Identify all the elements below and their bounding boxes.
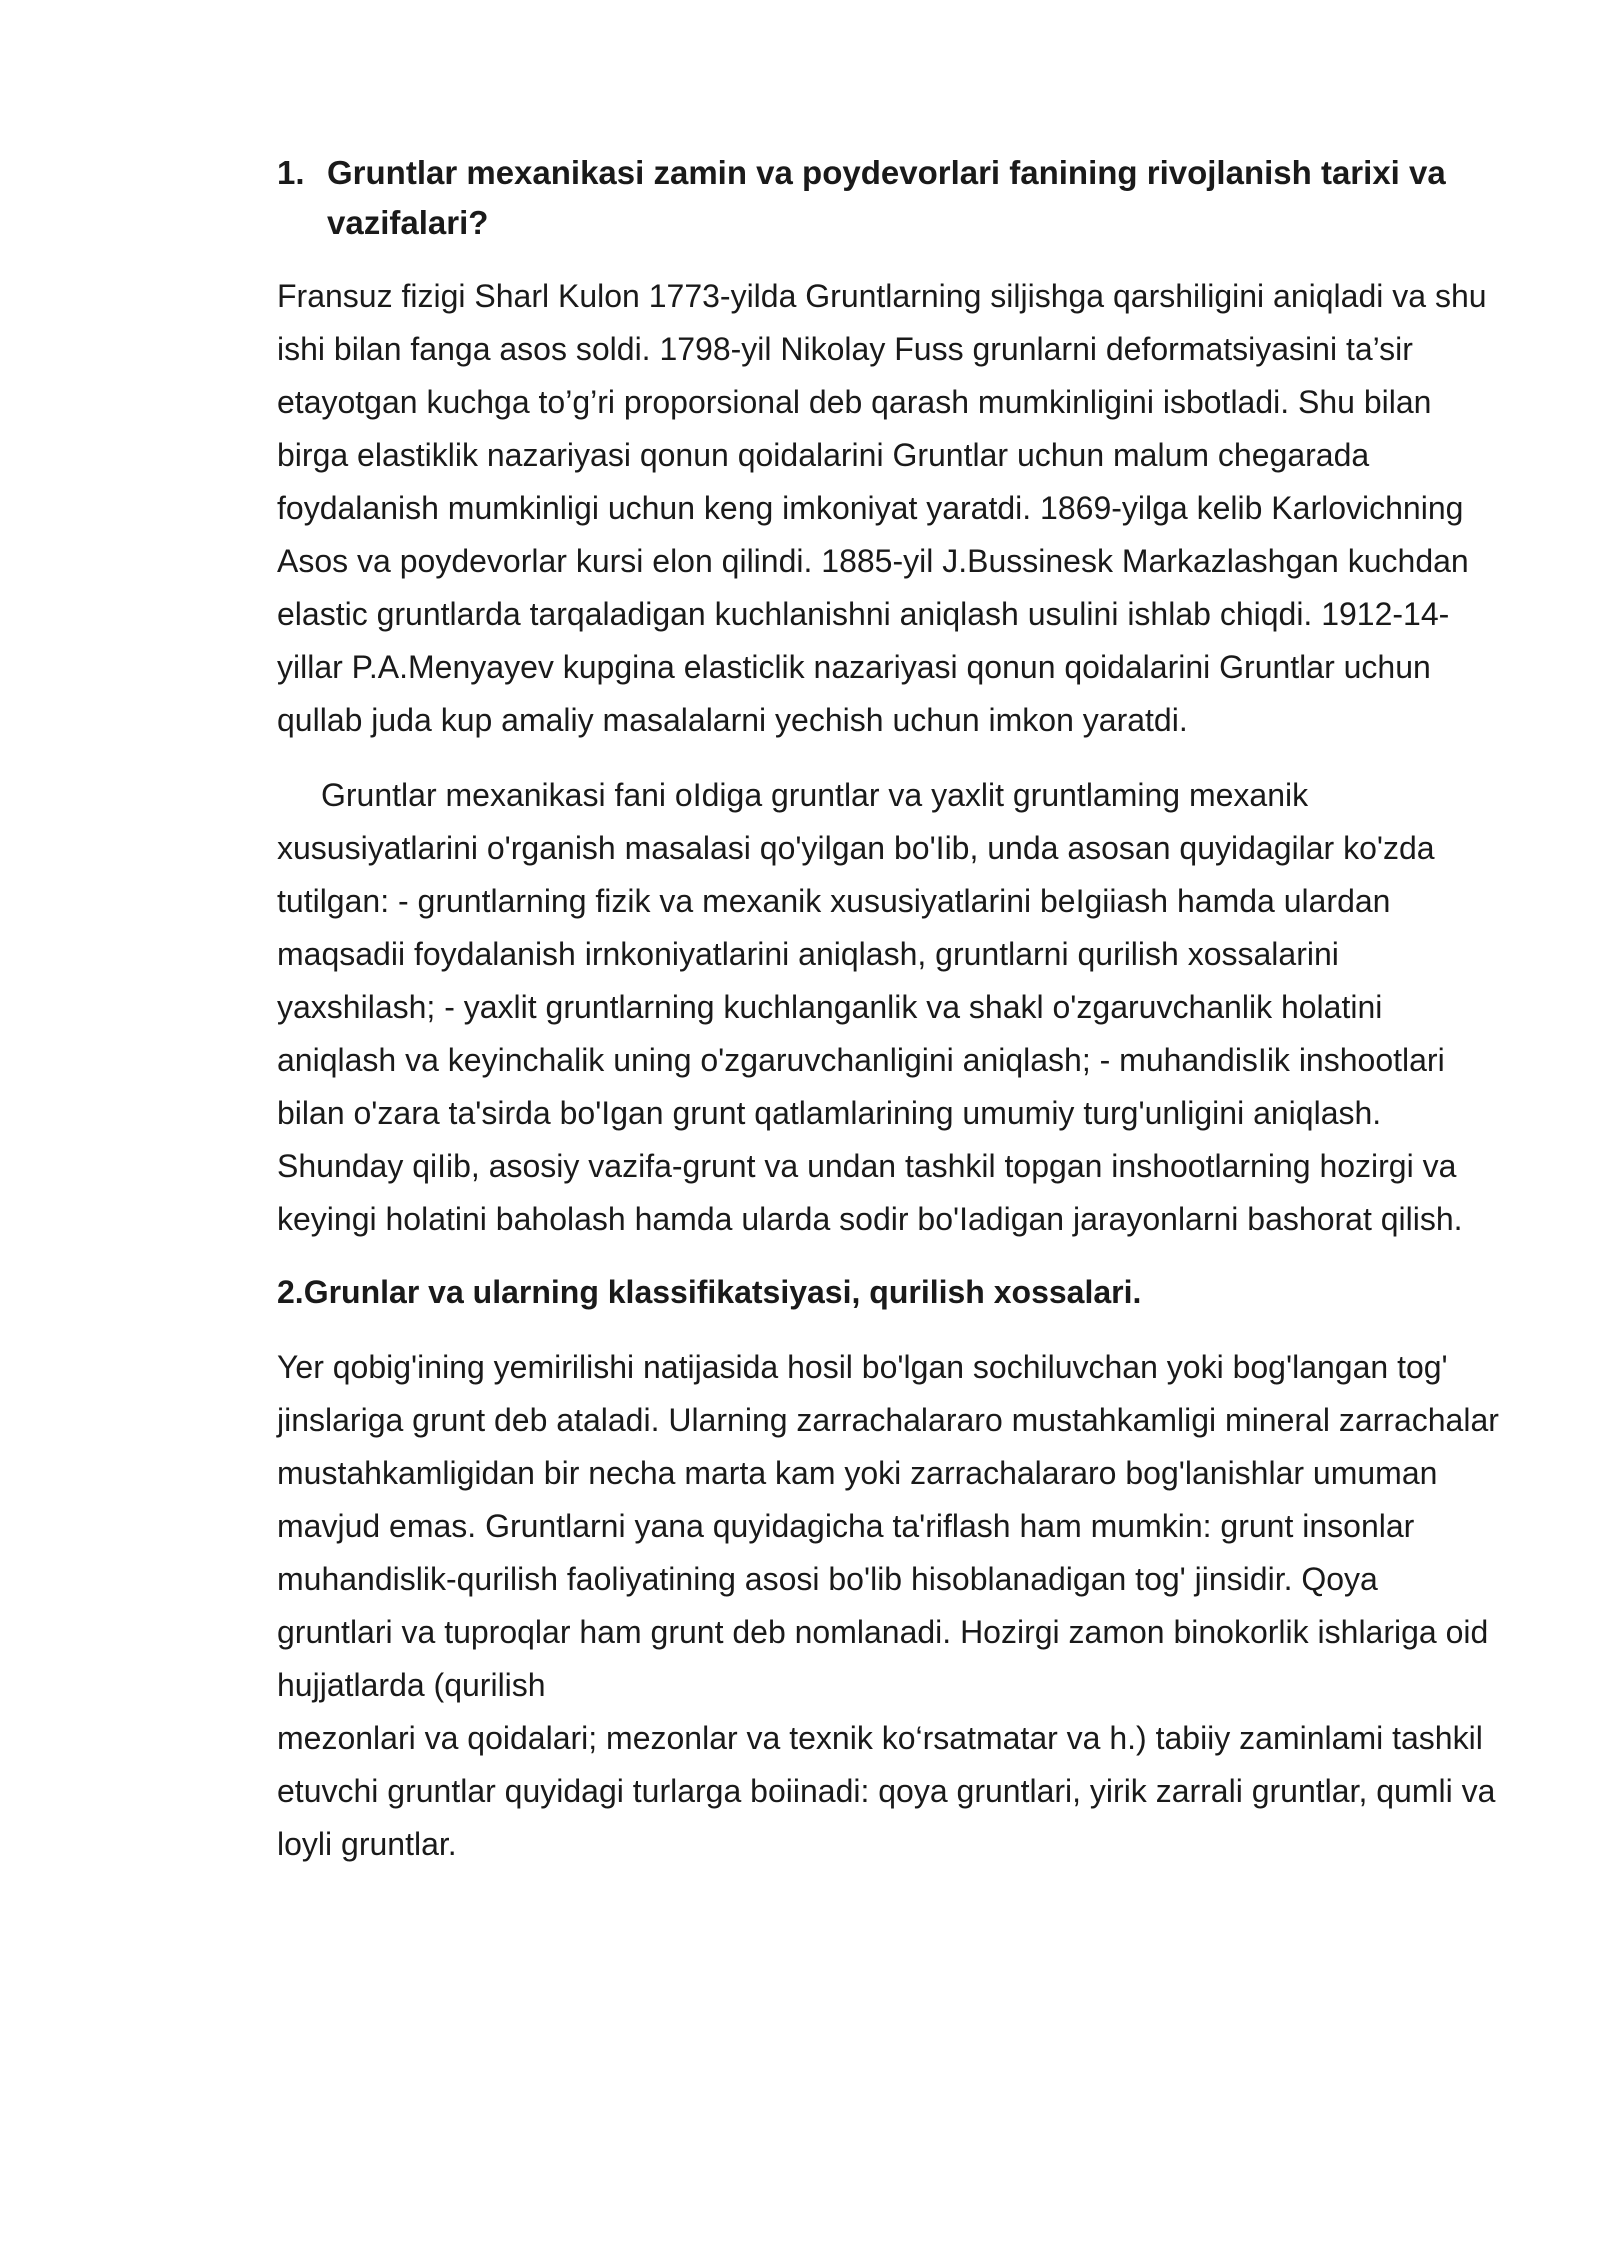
paragraph-definition: Yer qobig'ining yemirilishi natijasida hosil bo'lgan sochiluvchan yoki bog'langan tog' jinslariga grunt deb ataladi. Ularning zarrachalararo mustahkamligi mineral zarrachalar mustahkamligidan bir necha marta kam yoki zarrachalararo bog'lanishlar umuman mavjud emas. Gruntlarni yana quyidagicha ta'riflash ham mumkin: grunt insonlar muhandislik-qurilish faoliyatining asosi bo'lib hisoblanadigan tog' jinsidir. Qoya gruntlari va tuproqlar ham grunt deb nomlanadi. Hozirgi zamon binokorlik ishlariga oid hujjatlarda (qurilish: [277, 1349, 1499, 1703]
paragraph-classification: mezonlari va qoidalari; mezonlar va texnik ko‘rsatmatar va h.) tabiiy zaminlami tashkil etuvchi gruntlar quyidagi turlarga boiinadi: qoya gruntlari, yirik zarrali gruntlar, qumli va loyli gruntlar.: [277, 1720, 1496, 1862]
document-body: [277, 148, 1502, 1871]
paragraph-tasks: Gruntlar mexanikasi fani oIdiga gruntlar va yaxlit gruntlaming mexanik xususiyatlarini o'rganish masalasi qo'yilgan bo'Iib, unda asosan quyidagilar ko'zda tutilgan: - gruntlarning fizik va mexanik xususiyatlarini beIgiiash hamda ulardan maqsadii foydalanish irnkoniyatlarini aniqlash, gruntlarni qurilish xossalarini yaxshilash; - yaxlit gruntlarning kuchlanganlik va shakl o'zgaruvchanlik holatini aniqlash va keyinchalik uning o'zgaruvchanligini aniqlash; - muhandisIik inshootlari bilan o'zara ta'sirda bo'Igan grunt qatlamlarining umumiy turg'unligini aniqlash. Shunday qiIib, asosiy vazifa-grunt va undan tashkil topgan inshootlarning hozirgi va keyingi holatini baholash hamda ularda sodir bo'Iadigan jarayonlarni bashorat qilish.: [277, 777, 1463, 1237]
section1-title: Gruntlar mexanikasi zamin va poydevorlari fanining rivojlanish tarixi va vazifalari?: [327, 154, 1446, 241]
paragraph-history: Fransuz fizigi Sharl Kulon 1773-yilda Gruntlarning siljishga qarshiligini aniqladi va shu ishi bilan fanga asos soldi. 1798-yil Nikolay Fuss grunlarni deformatsiyasini ta’sir etayotgan kuchga to’g’ri proporsional deb qarash mumkinligini isbotladi. Shu bilan birga elastiklik nazariyasi qonun qoidalarini Gruntlar uchun malum chegarada foydalanish mumkinligi uchun keng imkoniyat yaratdi. 1869-yilga kelib Karlovichning Asos va poydevorlar kursi elon qilindi. 1885-yil J.Bussinesk Markazlashgan kuchdan elastic gruntlarda tarqaladigan kuchlanishni aniqlash usulini ishlab chiqdi. 1912-14-yillar P.A.Menyayev kupgina elasticlik nazariyasi qonun qoidalarini Gruntlar uchun qullab juda kup amaliy masalalarni yechish uchun imkon yaratdi.: [277, 278, 1487, 738]
section1-number: 1.: [277, 154, 305, 191]
section2-heading: 2.Grunlar va ularning klassifikatsiyasi, qurilish xossalari.: [277, 1274, 1142, 1310]
section1-heading: [277, 148, 1502, 248]
